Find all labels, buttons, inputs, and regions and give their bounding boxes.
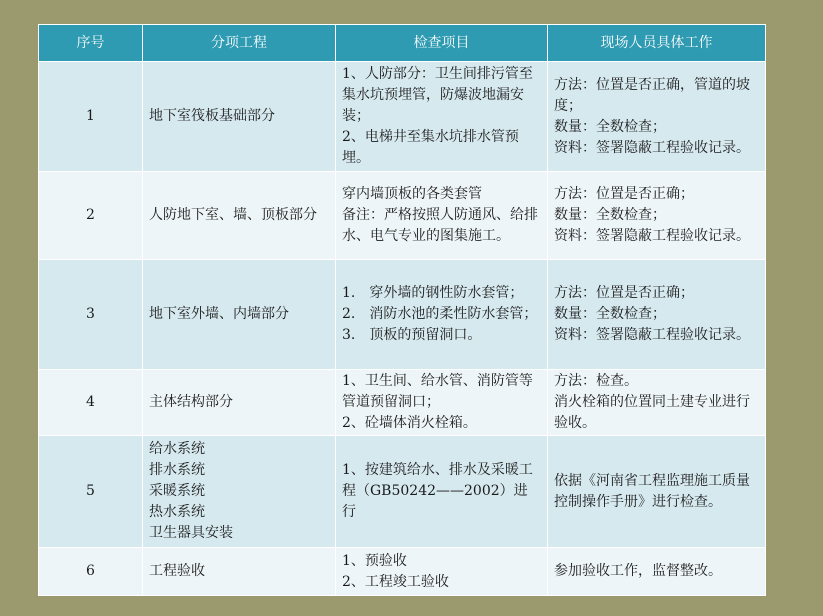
- header-subproject: 分项工程: [143, 25, 336, 62]
- table-row: [39, 548, 766, 596]
- row-subproject: [143, 436, 336, 548]
- header-check-items: 检查项目: [336, 25, 548, 62]
- work-line: 资料：签署隐蔽工程验收记录。: [554, 327, 750, 343]
- header-no: 序号: [39, 25, 143, 62]
- work-line: 方法：位置是否正确，管道的坡度；: [554, 76, 750, 114]
- work-line: 参加验收工作，监督整改。: [554, 563, 722, 579]
- system-line: 卫生器具安装: [149, 525, 233, 541]
- row-number: 2: [39, 172, 143, 260]
- work-line: 方法：位置是否正确；: [554, 285, 694, 301]
- row-staff-work: [548, 260, 766, 370]
- check-line: 备注：严格按照人防通风、给排水、电气专业的图集施工。: [342, 207, 538, 244]
- slide: [38, 24, 765, 592]
- row-staff-work: [548, 436, 766, 548]
- row-check-items: [336, 172, 548, 260]
- row-check-items: [336, 436, 548, 548]
- work-line: 数量：全数检查；: [554, 118, 666, 135]
- work-line: 资料：签署隐蔽工程验收记录。: [554, 228, 750, 244]
- check-line: 1、人防部分：卫生间排污管至集水坑预埋管，防爆波地漏安装；: [342, 66, 533, 124]
- row-subproject: 地下室筏板基础部分: [143, 62, 336, 172]
- check-line: 1. 穿外墙的钢性防水套管；: [342, 285, 524, 301]
- table-row: [39, 172, 766, 260]
- check-line: 1、卫生间、给水管、消防管等管道预留洞口；: [342, 373, 533, 410]
- check-line: 2. 消防水池的柔性防水套管；: [342, 306, 538, 322]
- row-subproject: 主体结构部分: [143, 370, 336, 436]
- row-number: 6: [39, 548, 143, 596]
- row-check-items: [336, 548, 548, 596]
- table-row: [39, 62, 766, 172]
- work-line: 方法：位置是否正确；: [554, 186, 694, 202]
- system-line: 排水系统: [149, 462, 205, 478]
- row-staff-work: [548, 548, 766, 596]
- inspection-table: [38, 24, 766, 596]
- check-line: 3. 顶板的预留洞口。: [342, 327, 482, 343]
- row-check-items: [336, 260, 548, 370]
- check-line: 1、预验收: [342, 552, 407, 569]
- row-check-items: [336, 370, 548, 436]
- header-staff-work: 现场人员具体工作: [548, 25, 766, 62]
- work-line: 消火栓箱的位置同土建专业进行验收。: [554, 394, 750, 431]
- work-line: 依据《河南省工程监理施工质量控制操作手册》进行检查。: [554, 472, 750, 510]
- row-check-items: [336, 62, 548, 172]
- work-line: 数量：全数检查；: [554, 207, 666, 223]
- system-line: 热水系统: [149, 504, 205, 520]
- check-line: 2、砼墙体消火栓箱。: [342, 415, 477, 431]
- table-header-row: [39, 25, 766, 62]
- row-staff-work: [548, 172, 766, 260]
- check-line: 穿内墙顶板的各类套管: [342, 186, 482, 202]
- system-line: 采暖系统: [149, 483, 205, 499]
- row-number: 1: [39, 62, 143, 172]
- table-row: [39, 260, 766, 370]
- work-line: 数量：全数检查；: [554, 306, 666, 322]
- check-line: 1、按建筑给水、排水及采暖工程（GB50242——2002）进行: [342, 462, 533, 520]
- row-subproject: 人防地下室、墙、顶板部分: [143, 172, 336, 260]
- row-number: 3: [39, 260, 143, 370]
- table-row: [39, 436, 766, 548]
- row-staff-work: [548, 62, 766, 172]
- work-line: 方法：检查。: [554, 373, 638, 389]
- row-subproject: 工程验收: [143, 548, 336, 596]
- work-line: 资料：签署隐蔽工程验收记录。: [554, 139, 750, 156]
- table-row: [39, 370, 766, 436]
- system-line: 给水系统: [149, 441, 205, 457]
- row-subproject: 地下室外墙、内墙部分: [143, 260, 336, 370]
- check-line: 2、电梯井至集水坑排水管预埋。: [342, 129, 519, 166]
- check-line: 2、工程竣工验收: [342, 573, 449, 590]
- row-number: 4: [39, 370, 143, 436]
- row-number: 5: [39, 436, 143, 548]
- row-staff-work: [548, 370, 766, 436]
